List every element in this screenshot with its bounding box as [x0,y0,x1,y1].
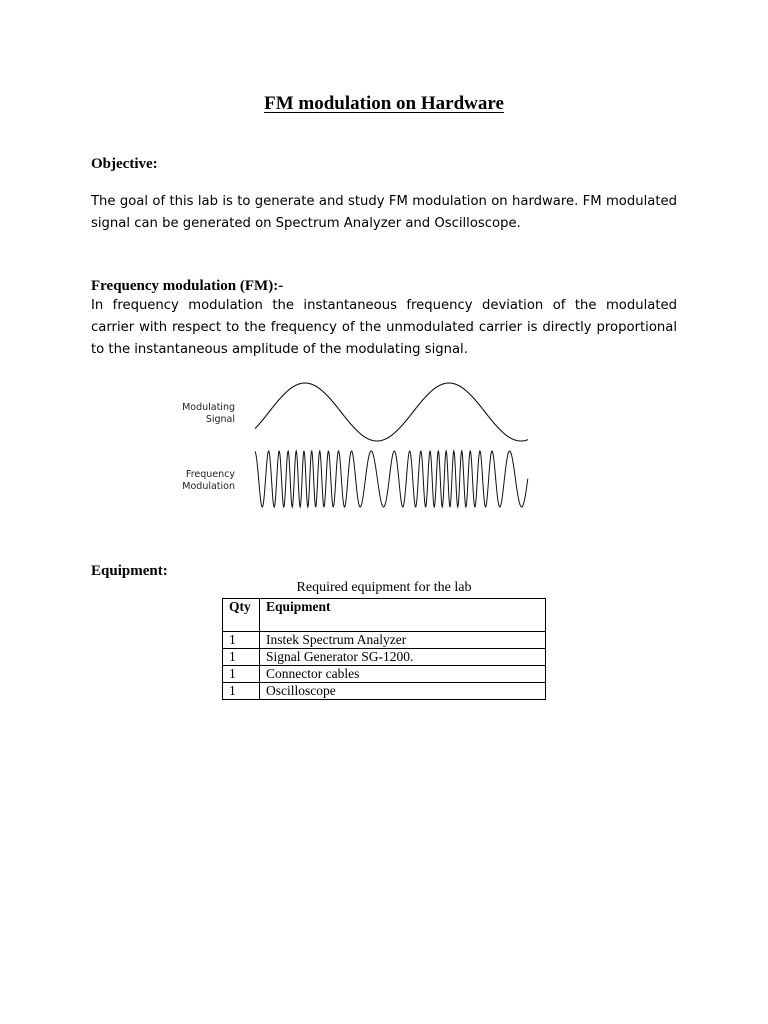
qty-cell: 1 [223,649,260,666]
table-header-row [223,599,546,632]
modulating-signal-wave [255,383,528,441]
equipment-table [222,598,546,700]
table-row [223,666,546,683]
objective-heading: Objective: [91,156,158,172]
qty-cell: 1 [223,683,260,700]
equipment-cell: Oscilloscope [260,683,546,700]
equipment-cell: Signal Generator SG-1200. [260,649,546,666]
equipment-cell: Connector cables [260,666,546,683]
qty-cell: 1 [223,632,260,649]
table-caption: Required equipment for the lab [296,580,472,595]
table-row [223,683,546,700]
fm-waveform-diagram [180,372,540,514]
objective-paragraph: The goal of this lab is to generate and study FM modulation on hardware. FM modulated signal can be generated on Spectrum Analyzer and Oscilloscope. [91,194,677,231]
modulating-signal-label-line1: Modulating [182,402,235,413]
frequency-modulated-wave [255,451,528,507]
frequency-modulation-label-line1: Frequency [185,469,235,480]
frequency-modulation-label-line2: Modulation [182,481,235,492]
equipment-cell: Instek Spectrum Analyzer [260,632,546,649]
modulating-signal-label-line2: Signal [205,414,235,425]
column-header-qty: Qty [223,599,260,632]
equipment-heading: Equipment: [91,563,168,579]
table-row [223,632,546,649]
fm-section-paragraph: In frequency modulation the instantaneous frequency deviation of the modulated carrier with respect to the frequency of the unmodulated carrier is directly proportional to the instantaneous amplitude of the modulating signal. [91,298,677,357]
column-header-equipment: Equipment [260,599,546,632]
table-row [223,649,546,666]
qty-cell: 1 [223,666,260,683]
fm-section-heading: Frequency modulation (FM):- [91,278,284,294]
document-title: FM modulation on Hardware [264,93,504,114]
